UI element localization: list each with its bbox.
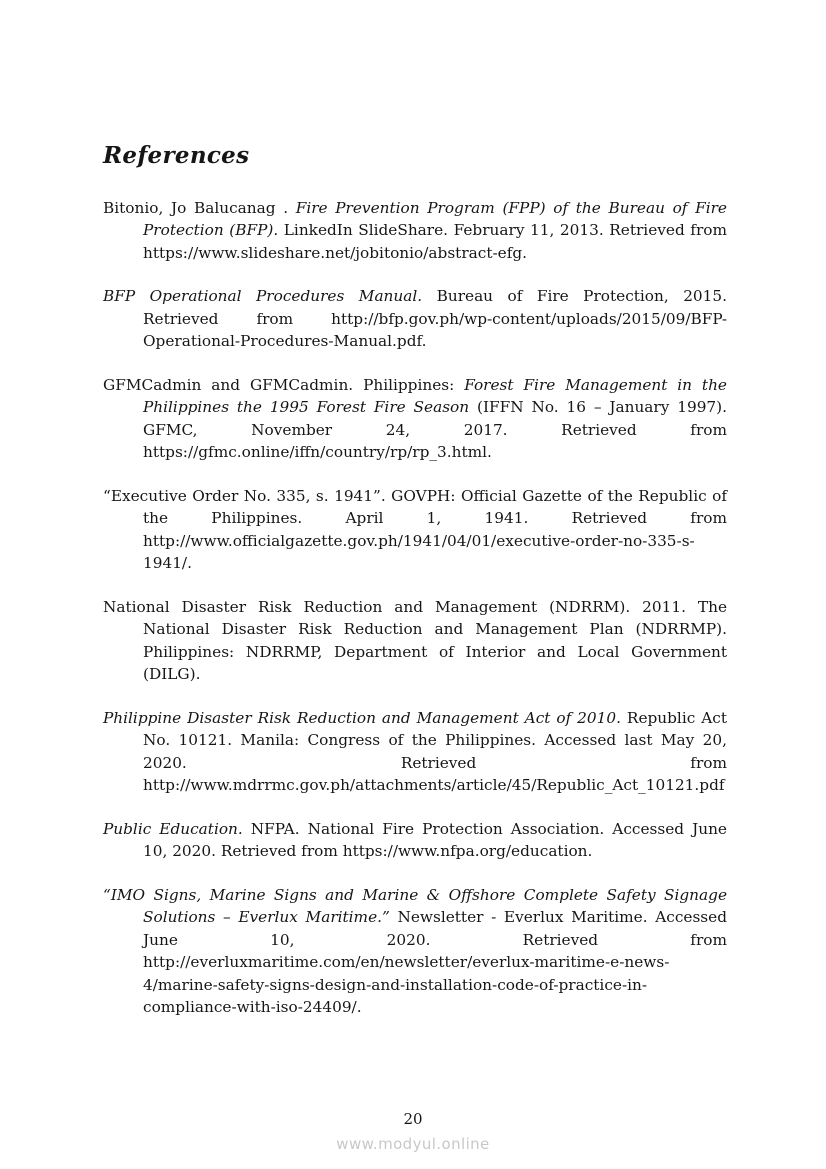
reference-text-segment: Bitonio, Jo Balucanag .: [103, 199, 296, 217]
reference-text-segment: NFPA. National Fire Protection Association. Accessed June 10, 2020. Retrieved from https://www.nfpa.org/education.: [143, 819, 727, 861]
page-number: 20: [403, 1110, 423, 1128]
reference-entry: [103, 818, 727, 863]
reference-text-segment: “Executive Order No. 335, s. 1941”. GOVPH: Official Gazette of the Republic of the Philippines. April 1, 1941. Retrieved from http://www.officialgazette.gov.ph/1941/04/01/executive-order-no-335-s-1941/.: [103, 486, 727, 573]
page-footer: [0, 1110, 826, 1153]
reference-text-segment: Republic Act No. 10121. Manila: Congress of the Philippines. Accessed last May 20, 2020. Retrieved from http://www.mdrrmc.gov.ph/attachments/article/45/Republic_Act_10121.pdf: [143, 708, 727, 795]
reference-entry: [103, 374, 727, 464]
reference-text-segment: GFMCadmin and GFMCadmin. Philippines:: [103, 375, 465, 394]
watermark-text: www.modyul.online: [336, 1135, 490, 1153]
reference-entry: [103, 596, 727, 686]
reference-text-segment: LinkedIn SlideShare. February 11, 2013. Retrieved from https://www.slideshare.net/jobitonio/abstract-efg.: [143, 221, 727, 262]
reference-title-segment: Fire Prevention Program (FPP) of the Bureau of Fire Protection (BFP).: [143, 199, 727, 240]
reference-text-segment: Newsletter - Everlux Maritime. Accessed June 10, 2020. Retrieved from http://everluxmaritime.com/en/newsletter/everlux-maritime-e-news-4/marine-safety-signs-design-and-installation-code-of-practice-in-compliance-with-iso-24409/.: [143, 908, 727, 1017]
reference-text-segment: (IFFN No. 16 – January 1997). GFMC, November 24, 2017. Retrieved from https://gfmc.online/iffn/country/rp/rp_3.html.: [143, 398, 727, 462]
reference-text-segment: National Disaster Risk Reduction and Management (NDRRM). 2011. The National Disaster Risk Reduction and Management Plan (NDRRMP). Philippines: NDRRMP, Department of Interior and Local Government (DILG).: [103, 597, 727, 684]
reference-title-segment: Public Education.: [103, 819, 243, 838]
reference-entry: [103, 197, 727, 264]
reference-entry: [103, 285, 727, 352]
reference-text-segment: Bureau of Fire Protection, 2015. Retrieved from http://bfp.gov.ph/wp-content/uploads/2015/09/BFP-Operational-Procedures-Manual.pdf.: [143, 287, 727, 351]
reference-title-segment: “IMO Signs, Marine Signs and Marine & Offshore Complete Safety Signage Solutions – Everlux Maritime.”: [103, 885, 727, 927]
reference-title-segment: Forest Fire Management in the Philippines the 1995 Forest Fire Season: [143, 375, 727, 417]
references-list: [103, 197, 727, 1019]
page-title: References: [103, 142, 250, 169]
reference-entry: [103, 884, 727, 1019]
reference-entry: [103, 707, 727, 797]
reference-title-segment: Philippine Disaster Risk Reduction and Management Act of 2010.: [103, 708, 621, 727]
reference-title-segment: BFP Operational Procedures Manual.: [103, 287, 423, 306]
reference-entry: [103, 485, 727, 575]
